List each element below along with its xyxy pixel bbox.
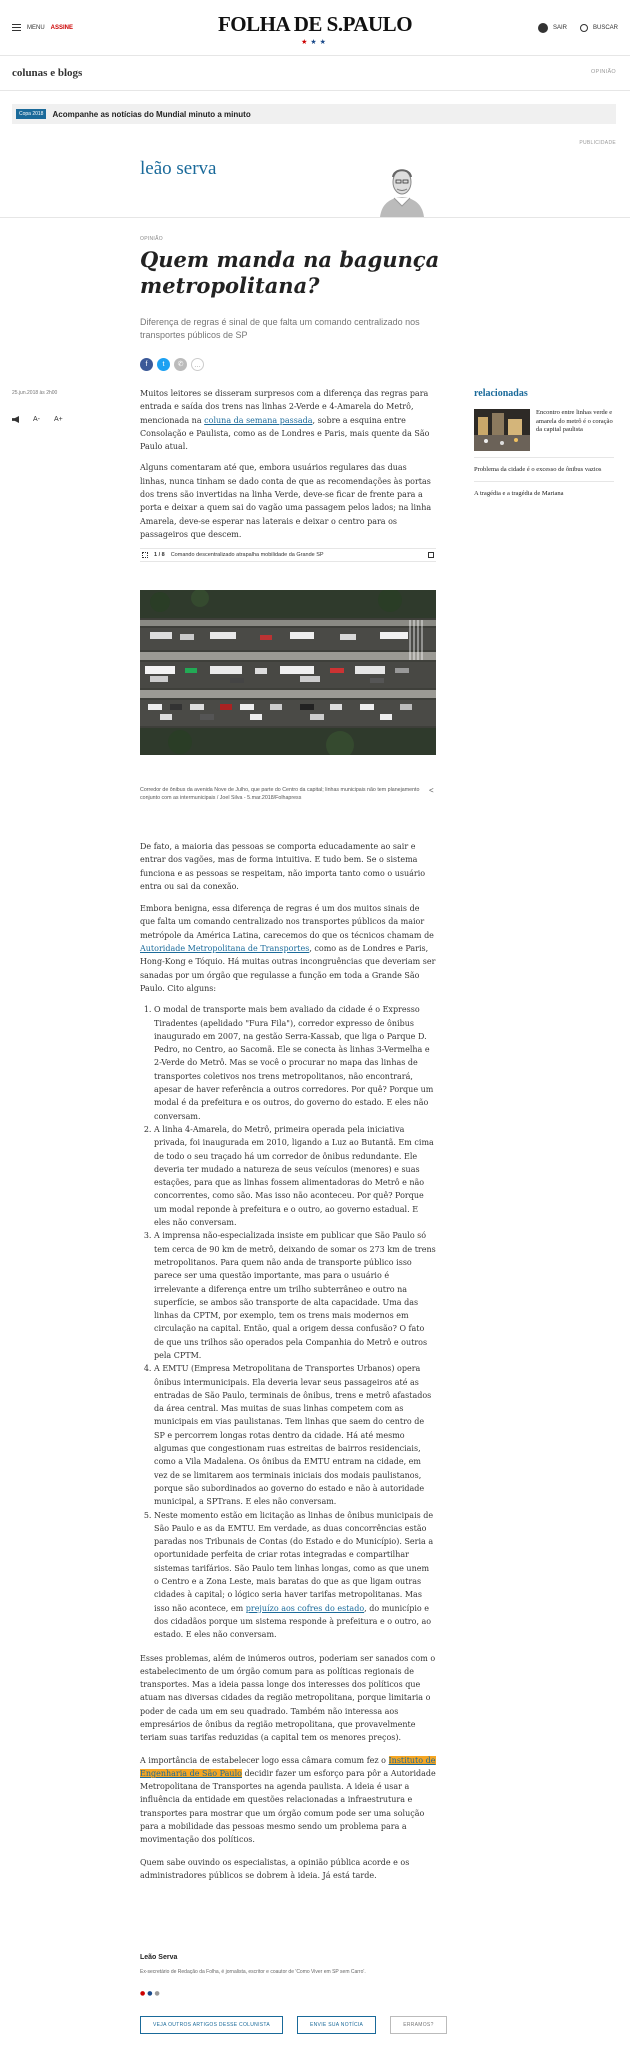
related-item[interactable]: Problema da cidade é o excesso de ônibus vazios bbox=[474, 466, 614, 482]
list-item: 2. A linha 4-Amarela, do Metrô, primeira operada pela iniciativa privada, foi inaugurada em 2010, ligando a Luz ao Butantã. Em cima de todo o seu traçado há um corredor de ônibus redundante. Ele deveria ter mudado a natureza de seus veículos (menores) e suas estações, para que as linhas fossem alimentadoras do Metrô e não concorrentes, como são. Mas isso não aconteceu. Por quê? Porque um modal reponde à prefeitura e o outro, ao governo estadual. E eles não conversam. bbox=[154, 1123, 436, 1229]
menu-label: MENU bbox=[27, 24, 45, 31]
article-body-main bbox=[140, 840, 436, 1882]
font-increase-button[interactable]: A+ bbox=[54, 416, 63, 423]
expand-icon[interactable] bbox=[428, 552, 434, 558]
article-subtitle: Diferença de regras é sinal de que falta um comando centralizado nos transportes públicos de SP bbox=[140, 317, 420, 340]
list-item: 5. Neste momento estão em licitação as linhas de ônibus municipais de São Paulo e as da EMTU. Em verdade, as duas concorrências estão paradas nos Tribunais de Contas (do Estado e do Município). Seria a oportunidade perfeita de criar rotas integradas e compartilhar sistemas tarifários. São Paulo tem linhas longas, como as que unem o Centro e a Zona Leste, mais baratas do que as que ligam outras cidades à capital; o lógico seria haver tarifas metropolitanas. Mas isso não acontece, em prejuízo aos cofres do estado, do município e dos cidadãos porque um sistema responde à prefeitura e o outro, ao estado. E eles não conversam. bbox=[154, 1509, 436, 1642]
inline-link[interactable]: coluna da semana passada bbox=[204, 415, 313, 425]
list-item: 3. A imprensa não-especializada insiste em publicar que São Paulo só tem cerca de 90 km de metrô, deixando de somar os 273 km de trens metropolitanos. Para quem não anda de transporte público isso parece ser uma questão importante, mas para o usuário é irrelevante a diferença entre um trilho subterrâneo e outro na superfície, se ambos são transporte de alta capacidade. Uma das linhas da CPTM, por exemplo, tem os trens mais modernos em circulação na capital. Então, qual a origem dessa confusão? O fato de que uns trilhos são operados pela Companhia do Metrô e outros pela CPTM. bbox=[154, 1229, 436, 1362]
article-kicker: OPINIÃO bbox=[140, 236, 163, 242]
more-articles-button[interactable]: VEJA OUTROS ARTIGOS DESSE COLUNISTA bbox=[140, 2016, 283, 2034]
columnist-portrait bbox=[374, 160, 430, 217]
article-tools bbox=[12, 416, 63, 423]
paragraph: Muitos leitores se disseram surpresos com a diferença das regras para entrada e saída dos trens nas linhas 2-Verde e 4-Amarela do Metrô, mencionada na coluna da semana passada, sobre a esquina entre Consolação e Paulista, como as de Londres e Paris, mais quente da São Paulo atual. bbox=[140, 389, 430, 452]
send-news-button[interactable]: ENVIE SUA NOTÍCIA bbox=[297, 2016, 376, 2034]
subscribe-link[interactable]: ASSINE bbox=[50, 24, 74, 31]
footer-buttons bbox=[140, 2016, 447, 2034]
photo-caption: Corredor de ônibus da avenida Nove de Julho, que parte do Centro da capital; linhas municipais não tem planejamento conjunto com as intermunicipais / Joel Silva - 5.mar.2018/Folhapress bbox=[140, 787, 420, 801]
logo-stars: ★★★ bbox=[301, 38, 329, 46]
opinion-link[interactable]: OPINIÃO bbox=[590, 69, 616, 75]
header-divider bbox=[0, 217, 630, 218]
paragraph: Quem sabe ouvindo os especialistas, a opinião pública acorde e os administradores públicos se dobrem à ideia. Já está tarde. bbox=[140, 1857, 410, 1880]
related-item[interactable] bbox=[474, 409, 614, 458]
promo-banner[interactable] bbox=[12, 104, 616, 124]
gallery-title: Comando descentralizado atrapalha mobilidade da Grande SP bbox=[170, 552, 324, 558]
errors-button[interactable]: ERRAMOS? bbox=[390, 2016, 446, 2034]
search-link[interactable]: BUSCAR bbox=[592, 25, 618, 31]
audio-icon[interactable] bbox=[12, 416, 19, 423]
whatsapp-icon[interactable]: ✆ bbox=[174, 358, 187, 371]
logout-link[interactable]: SAIR bbox=[552, 25, 567, 31]
paragraph: De fato, a maioria das pessoas se comporta educadamente ao sair e entrar dos vagões, mas de forma intuitiva. E tudo bem. Se o sistema funciona e as pessoas se respeitam, não importa tanto como o usuário entra ou sai da conexão. bbox=[140, 842, 426, 891]
related-item[interactable]: A tragédia e a tragédia de Mariana bbox=[474, 489, 564, 497]
author-dots: ●●● bbox=[140, 1990, 162, 1997]
share-icon[interactable]: < bbox=[429, 786, 434, 795]
gallery-photo[interactable] bbox=[140, 590, 436, 755]
paragraph: A importância de estabelecer logo essa câmara comum fez o Instituto de Engenharia de São Paulo decidir fazer um esforço para pôr a Autoridade Metropolitana de Transportes na agenda paulista. A ideia é usar a influência da entidade em questões relacionadas a infraestrutura e transportes para mostrar que um órgão comum pode ser uma solução para a mobilidade das pessoas mesmo sendo um problema para a movimentação dos políticos. bbox=[140, 1755, 436, 1845]
gallery-bar[interactable] bbox=[140, 548, 436, 562]
section-title[interactable]: colunas e blogs bbox=[12, 67, 83, 79]
author-name[interactable]: Leão Serva bbox=[140, 1954, 178, 1961]
article-title: Quem manda na bagunça metropolitana? bbox=[140, 247, 440, 298]
search-icon[interactable] bbox=[580, 24, 588, 32]
author-bio: Ex-secretário de Redação da Folha, é jornalista, escritor e coautor de 'Como Viver em SP sem Carro'. bbox=[140, 1969, 366, 1975]
paragraph: Alguns comentaram até que, embora usuários regulares das duas linhas, nunca tinham se dado conta de que as recomendações às portas dos trens são invertidas na linha Verde, deve-se ficar de frente para a porta e deixar a quem sai do vagão uma passagem pelos lados; na linha Amarela, deve-se esperar nas laterais e deixar o centro para os passageiros que descem. bbox=[140, 463, 432, 539]
more-share-icon[interactable]: … bbox=[191, 358, 204, 371]
columnist-name[interactable]: leão serva bbox=[140, 158, 217, 179]
section-bar bbox=[0, 56, 630, 91]
list-item: 4. A EMTU (Empresa Metropolitana de Transportes Urbanos) opera ônibus intermunicipais. Ela deveria levar seus passageiros até as entradas de São Paulo, terminais de ônibus, trens e metrô afastados da área central. Mas muitas de suas linhas competem com as municipais em vias paulistanas. Tem linhas que saem do centro de SP e percorrem longas rotas dentro da cidade. Há até mesmo algumas que congestionam ruas estreitas de bairros residenciais, como a Vila Madalena. Os ônibus da EMTU entram na cidade, em vez de se limitarem aos terminais iniciais dos modais paulistanos, porque são subordinados ao governo do estado e não à autoridade municipal, a SPTrans. E eles não conversam. bbox=[154, 1362, 436, 1508]
numbered-list bbox=[140, 1003, 436, 1641]
promo-tag: Copa 2018 bbox=[16, 109, 46, 119]
sidebar-heading: relacionadas bbox=[474, 388, 528, 399]
facebook-icon[interactable]: f bbox=[140, 358, 153, 371]
highlighted-link[interactable]: Instituto de Engenharia de São Paulo bbox=[140, 1755, 436, 1778]
paragraph: Embora benigna, essa diferença de regras é um dos muitos sinais de que falta um comando centralizado nos transportes públicos da maior metrópole da América Latina, carecemos do que os técnicos chamam de Autoridade Metropolitana de Transportes, como as de Londres e Paris, Hong-Kong e Tóquio. Há muitas outras incongruências que deveriam ser sanadas por um órgão que regulasse a função em toda a Grande São Paulo. Cito alguns: bbox=[140, 904, 436, 993]
ad-label: PUBLICIDADE bbox=[579, 140, 616, 146]
paragraph: Esses problemas, além de inúmeros outros, poderiam ser sanados com o estabelecimento de um órgão comum para as políticas regionais de transportes. Mas a ideia passa longe dos interesses dos políticos que atuam nas diversas cidades da região metropolitana, porque limitaria o poder de cada um em seu quadrado. Também não interessa aos empresários de ônibus da região metropolitana, que provavelmente teriam suas tarifas reduzidas (a capital tem os menores preços). bbox=[140, 1653, 436, 1743]
inline-link[interactable]: prejuízo aos cofres do estado bbox=[245, 1603, 365, 1613]
top-header bbox=[0, 0, 630, 56]
font-decrease-button[interactable]: A- bbox=[33, 416, 40, 423]
related-sidebar bbox=[474, 388, 614, 512]
site-logo[interactable]: FOLHA DE S.PAULO bbox=[217, 12, 413, 36]
promo-text: Acompanhe as notícias do Mundial minuto a minuto bbox=[52, 109, 251, 119]
article-body-top bbox=[140, 387, 436, 541]
inline-link[interactable]: Autoridade Metropolitana de Transportes bbox=[140, 944, 310, 954]
user-icon[interactable] bbox=[538, 23, 548, 33]
article-date: 25.jun.2018 às 2h00 bbox=[12, 390, 58, 396]
list-item: 1. O modal de transporte mais bem avaliado da cidade é o Expresso Tiradentes (apelidado "Fura Fila"), corredor expresso de ônibus inaugurado em 2007, na gestão Serra-Kassab, que liga o Parque D. Pedro, no Centro, ao Sacomã. Ele se conecta às linhas 3-Vermelha e 2-Verde do Metrô. Mas se você o procurar no mapa das linhas de transportes coletivos nos trens metropolitanos, não encontrará, apesar de haver referência a outros corredores. Por quê? Porque um modal é da prefeitura e os outros, do governo do estado. E eles não conversam. bbox=[154, 1003, 436, 1123]
share-buttons bbox=[140, 358, 204, 371]
grid-icon[interactable] bbox=[142, 552, 148, 558]
related-thumbnail[interactable] bbox=[474, 409, 530, 451]
related-item-text: Encontro entre linhas verde e amarela do metrô é o coração da capital paulista bbox=[536, 409, 613, 433]
twitter-icon[interactable]: t bbox=[157, 358, 170, 371]
gallery-counter: 1 / 8 bbox=[154, 552, 165, 558]
